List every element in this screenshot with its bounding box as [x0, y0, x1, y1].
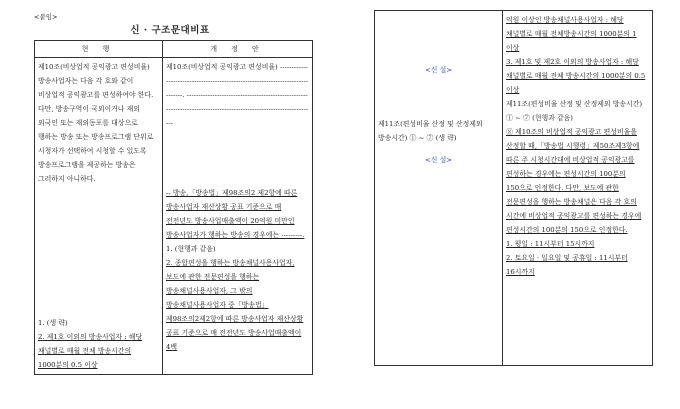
table-header-row: [35, 41, 313, 58]
table-row: [35, 58, 313, 375]
current-column: [375, 11, 503, 366]
document-title: 신 · 구조문대비표: [130, 25, 210, 36]
table-row: [375, 11, 653, 366]
revised-column: [163, 58, 313, 375]
comparison-table-left: [34, 40, 313, 375]
revised-subitem-1: 1. 평일 : 11시부터 15시까지: [506, 240, 595, 248]
revised-addition: -- 방송,「방송법」제98조의2 제2항에 따른 방송사업자 재산상황 공표 기준으로 매 전전년도 방송사업매출액이 20억원 미만인 방송사업자가 행하는 방송의 경우에는 ---------.: [166, 189, 305, 239]
header-current: 현 행: [35, 41, 163, 58]
new-label-2: <신 설>: [424, 156, 453, 164]
right-page: [340, 0, 680, 409]
current-column: [35, 58, 163, 375]
header-revised: 개 정 안: [163, 41, 313, 58]
revised-subitem-2: 2. 토요일 · 일요일 및 공휴일 : 11시부터 16시까지: [506, 254, 628, 276]
current-article-10: 제10조(비상업적 공익광고 편성비율) 방송사업자는 다음 각 호와 같이 비상업적 공익광고를 편성하여야 한다. 다만, 방송구역이 국외이거나 재외 외국인 또는 재외동포를 대상으로 행하는 방송 또는 방송프로그램 단위로 시청자가 선택하여 시청할 수 있도록 방송프로그램을 제공하는 방송은 그러하지 아니하다.: [38, 63, 154, 183]
new-label-1: <신 설>: [424, 66, 453, 74]
revised-item-2: 2. 종합편성을 행하는 방송채널사용사업자, 보도에 관한 전문편성을 행하는 방송채널사용사업자, 그 밖의 방송채널사용사업자 중「방송법」제98조의2제2항에 따른 방송사업자 재산상황 공표 기준으로 매 전전년도 방송사업매출액이 4백: [166, 259, 304, 351]
current-article-11: 제11조(편성비율 산정 및 산정제외 방송시간) ① ~ ⑦ (생 략): [378, 120, 483, 142]
revised-article-11: 제11조(편성비율 산정 및 산정제외 방송시간) ① ~ ⑦ (현행과 같음): [506, 100, 643, 122]
revised-article-10: 제10조(비상업적 공익광고 편성비율) --------------------------------------------------------------------------------. --------------------------------------------------------------------------------------------------------------------: [166, 63, 309, 127]
current-item-2: 2. 제1호 이외의 방송사업자 : 해당 채널별로 매월 전체 방송시간의 1000분의 0.5 이상: [38, 333, 143, 369]
revised-item-1: 1. (현행과 같음): [166, 245, 216, 253]
revised-item-2-continued: 억원 이상인 방송채널사용사업자 : 해당 채널별로 매월 전체방송시간의 1000분의 1 이상: [506, 16, 637, 52]
current-item-1: 1. (생 략): [38, 319, 68, 327]
revised-item-3: 3. 제1호 및 제2호 이외의 방송사업자 : 해당 채널별로 매월 전체 방송시간의 1000분의 0.5 이상: [506, 58, 646, 94]
comparison-table-right: [374, 10, 653, 366]
revised-column: [503, 11, 653, 366]
attachment-label: <붙임>: [34, 13, 58, 21]
revised-paragraph-8: ⑧ 제10조의 비상업적 공익광고 편성비율을 산정할 때,「방송법 시행령」제50조제3항에 따른 주 시청시간대에 비상업적 공익광고를 편성하는 경우에는 편성시간의 100분의 150으로 인정한다. 다만, 보도에 관한 전문편성을 행하는 방송채널은 다음 각 호의 시간에 비상업적 공익광고를 편성하는 경우에 편성시간의 100분의 150으로 인정한다.: [506, 128, 642, 234]
